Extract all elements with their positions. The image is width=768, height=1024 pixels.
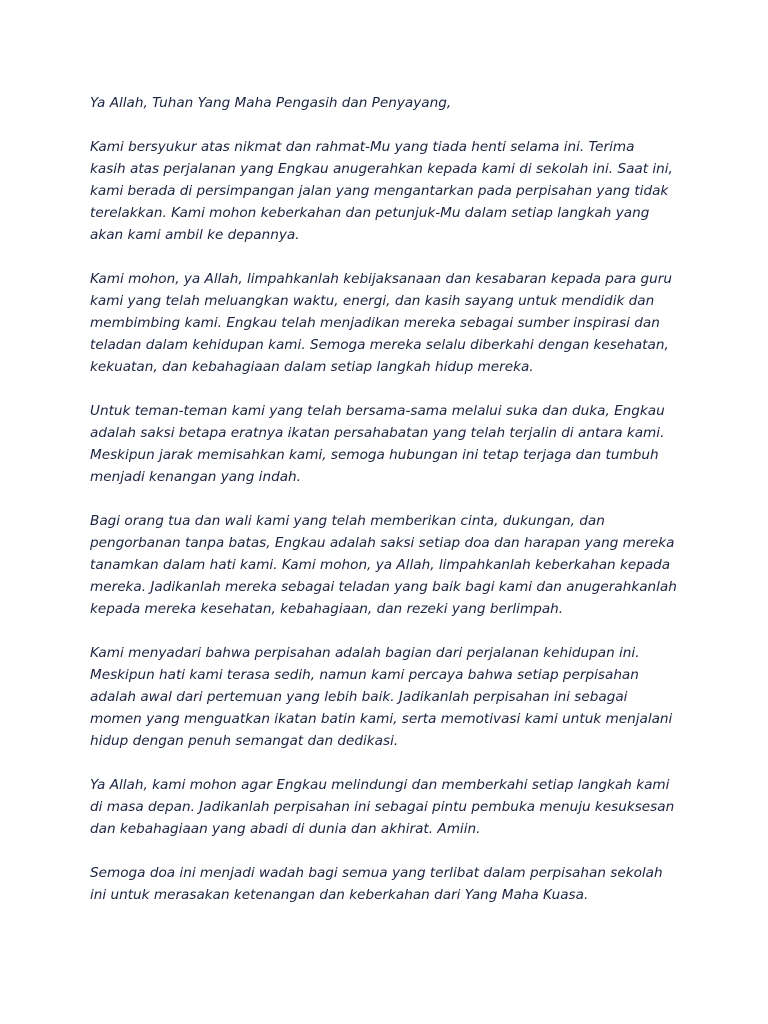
text-line: adalah awal dari pertemuan yang lebih baik. Jadikanlah perpisahan ini sebagai	[90, 689, 628, 705]
text-line: membimbing kami. Engkau telah menjadikan mereka sebagai sumber inspirasi dan	[90, 315, 660, 331]
text-line: Untuk teman-teman kami yang telah bersama-sama melalui suka dan duka, Engkau	[90, 403, 665, 419]
text-line: adalah saksi betapa eratnya ikatan persahabatan yang telah terjalin di antara kami.	[90, 425, 665, 441]
text-line: kami yang telah meluangkan waktu, energi, dan kasih sayang untuk mendidik dan	[90, 293, 655, 309]
text-line: kepada mereka kesehatan, kebahagiaan, dan rezeki yang berlimpah.	[90, 601, 564, 617]
paragraph-2	[90, 268, 690, 378]
text-line: tanamkan dalam hati kami. Kami mohon, ya Allah, limpahkanlah keberkahan kepada	[90, 557, 671, 573]
text-line: kami berada di persimpangan jalan yang mengantarkan pada perpisahan yang tidak	[90, 183, 669, 199]
paragraph-3	[90, 400, 690, 488]
text-line: momen yang menguatkan ikatan batin kami, serta memotivasi kami untuk menjalani	[90, 711, 673, 727]
text-line: Semoga doa ini menjadi wadah bagi semua yang terlibat dalam perpisahan sekolah	[90, 865, 663, 881]
text-line: Kami bersyukur atas nikmat dan rahmat-Mu yang tiada henti selama ini. Terima	[90, 139, 635, 155]
text-line: kasih atas perjalanan yang Engkau anugerahkan kepada kami di sekolah ini. Saat ini,	[90, 161, 673, 177]
paragraph-6	[90, 774, 690, 840]
text-line: di masa depan. Jadikanlah perpisahan ini sebagai pintu pembuka menuju kesuksesan	[90, 799, 675, 815]
paragraph-1	[90, 136, 690, 246]
paragraph-5	[90, 642, 690, 752]
text-line: Ya Allah, kami mohon agar Engkau melindungi dan memberkahi setiap langkah kami	[90, 777, 670, 793]
paragraph-7	[90, 862, 690, 906]
text-line: mereka. Jadikanlah mereka sebagai teladan yang baik bagi kami dan anugerahkanlah	[90, 579, 677, 595]
text-line: menjadi kenangan yang indah.	[90, 469, 301, 485]
text-line: Kami menyadari bahwa perpisahan adalah bagian dari perjalanan kehidupan ini.	[90, 645, 640, 661]
text-line: teladan dalam kehidupan kami. Semoga mereka selalu diberkahi dengan kesehatan,	[90, 337, 669, 353]
text-line: Bagi orang tua dan wali kami yang telah memberikan cinta, dukungan, dan	[90, 513, 605, 529]
text-line: terelakkan. Kami mohon keberkahan dan petunjuk-Mu dalam setiap langkah yang	[90, 205, 650, 221]
salutation	[90, 92, 690, 114]
text-line: hidup dengan penuh semangat dan dedikasi.	[90, 733, 399, 749]
text-line: kekuatan, dan kebahagiaan dalam setiap langkah hidup mereka.	[90, 359, 534, 375]
text-line: dan kebahagiaan yang abadi di dunia dan akhirat. Amiin.	[90, 821, 481, 837]
text-line: Meskipun hati kami terasa sedih, namun kami percaya bahwa setiap perpisahan	[90, 667, 639, 683]
paragraph-4	[90, 510, 690, 620]
text-line: Meskipun jarak memisahkan kami, semoga hubungan ini tetap terjaga dan tumbuh	[90, 447, 659, 463]
text-line: pengorbanan tanpa batas, Engkau adalah saksi setiap doa dan harapan yang mereka	[90, 535, 675, 551]
text-line: akan kami ambil ke depannya.	[90, 227, 300, 243]
document-body	[90, 92, 690, 928]
text-line: Ya Allah, Tuhan Yang Maha Pengasih dan Penyayang,	[90, 95, 452, 111]
text-line: Kami mohon, ya Allah, limpahkanlah kebijaksanaan dan kesabaran kepada para guru	[90, 271, 672, 287]
text-line: ini untuk merasakan ketenangan dan keberkahan dari Yang Maha Kuasa.	[90, 887, 589, 903]
